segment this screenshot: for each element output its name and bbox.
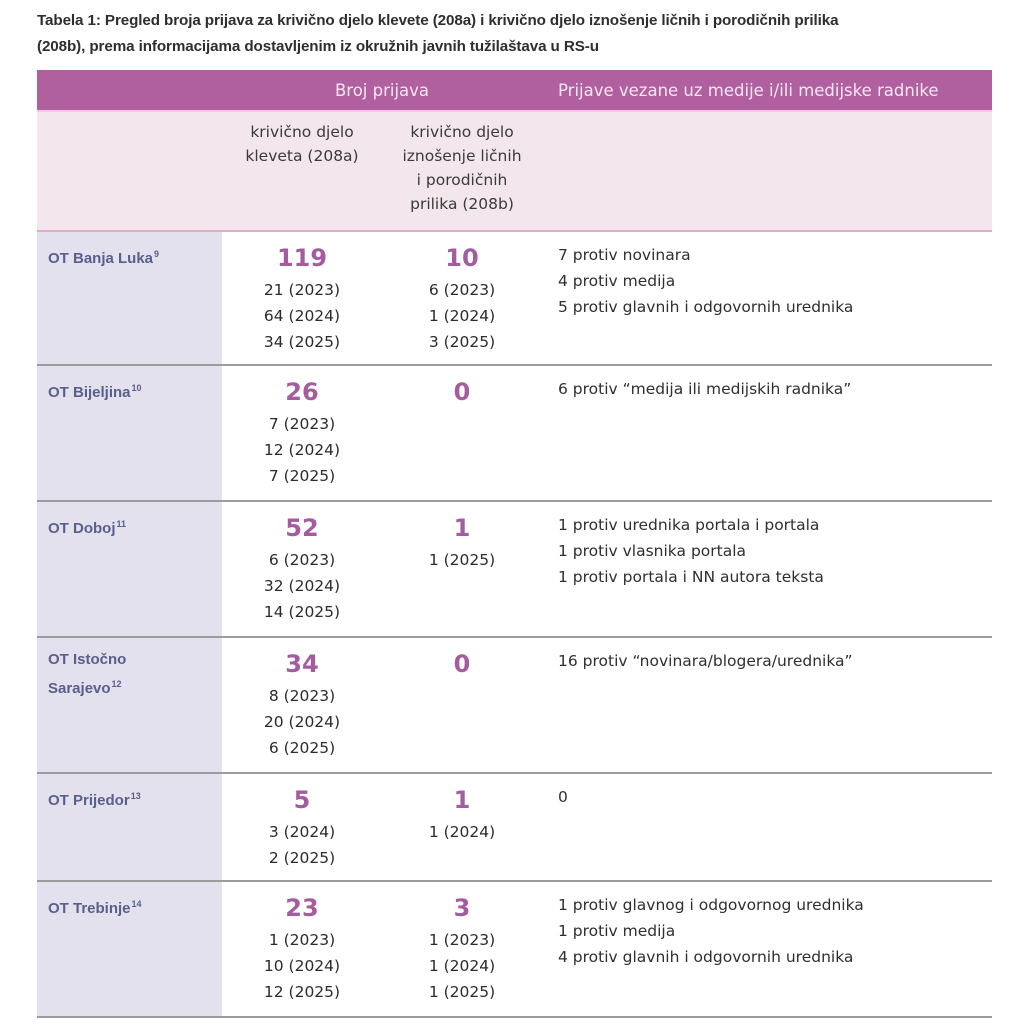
cell-208b: [382, 232, 542, 364]
cell-media: [542, 502, 992, 636]
table-row: [37, 232, 992, 366]
cell-208b: [382, 774, 542, 880]
total-count: 1: [453, 786, 471, 814]
header-broj-prijava: Broj prijava: [334, 80, 430, 100]
year-count: 1 (2023): [268, 931, 336, 949]
year-count: 12 (2024): [263, 441, 341, 459]
media-item: 16 protiv “novinara/blogera/urednika”: [558, 652, 853, 670]
year-count: 14 (2025): [263, 603, 341, 621]
media-item: 4 protiv glavnih i odgovornih urednika: [558, 948, 854, 966]
cell-208b: [382, 638, 542, 772]
row-office-name: OT Istočno Sarajevo$^{12}$: [37, 638, 222, 772]
year-count: 1 (2025): [428, 551, 496, 569]
year-count: 1 (2023): [428, 931, 496, 949]
footnote-ref[interactable]: 14: [131, 899, 142, 909]
year-count: 1 (2025): [428, 983, 496, 1001]
year-count: 20 (2024): [263, 713, 341, 731]
cell-208b: [382, 502, 542, 636]
total-count: 119: [276, 244, 328, 272]
cell-208b: [382, 882, 542, 1016]
row-office-name: OT Banja Luka$^9$: [37, 232, 222, 364]
table-row: [37, 882, 992, 1018]
row-office-name: OT Bijeljina$^{10}$: [37, 366, 222, 500]
cell-208a: [222, 502, 382, 636]
footnote-ref[interactable]: 11: [116, 519, 127, 529]
caption-line-1: Tabela 1: Pregled broja prijava za krivično djelo klevete (208a) i krivično djelo iznošenje ličnih i porodičnih prilika: [37, 12, 839, 29]
cell-media: [542, 232, 992, 364]
table-row: [37, 638, 992, 774]
year-count: 6 (2023): [428, 281, 496, 299]
cell-208b: [382, 366, 542, 500]
year-count: 12 (2025): [263, 983, 341, 1001]
total-count: 0: [453, 650, 471, 678]
row-office-name: OT Doboj$^{11}$: [37, 502, 222, 636]
cell-media: [542, 882, 992, 1016]
year-count: 3 (2025): [428, 333, 496, 351]
media-item: 6 protiv “medija ili medijskih radnika”: [558, 380, 852, 398]
total-count: 34: [285, 650, 319, 678]
cell-media: [542, 638, 992, 772]
year-count: 3 (2024): [268, 823, 336, 841]
row-office-name: OT Prijedor$^{13}$: [37, 774, 222, 880]
year-count: 6 (2023): [268, 551, 336, 569]
cell-media: [542, 366, 992, 500]
year-count: 1 (2024): [428, 307, 496, 325]
media-item: 1 protiv medija: [558, 922, 676, 940]
table-subheader: [37, 112, 992, 232]
table-row: [37, 366, 992, 502]
year-count: 1 (2024): [428, 957, 496, 975]
year-count: 64 (2024): [263, 307, 341, 325]
caption-line-2: (208b), prema informacijama dostavljenim iz okružnih javnih tužilaštava u RS-u: [37, 38, 599, 55]
table-body: [37, 232, 992, 1018]
footnote-ref[interactable]: 13: [130, 791, 141, 801]
cell-208a: [222, 882, 382, 1016]
total-count: 26: [285, 378, 319, 406]
cell-208a: [222, 232, 382, 364]
year-count: 6 (2025): [268, 739, 336, 757]
total-count: 52: [285, 514, 319, 542]
cell-media: [542, 774, 992, 880]
cell-208a: [222, 366, 382, 500]
row-office-name: OT Trebinje$^{14}$: [37, 882, 222, 1016]
media-item: 1 protiv urednika portala i portala: [558, 516, 820, 534]
prijave-table: [37, 70, 992, 1018]
total-count: 10: [445, 244, 479, 272]
media-item: 4 protiv medija: [558, 272, 676, 290]
media-item: 7 protiv novinara: [558, 246, 691, 264]
footnote-ref[interactable]: 12: [111, 679, 122, 689]
year-count: 8 (2023): [268, 687, 336, 705]
table-header: [37, 70, 992, 112]
total-count: 1: [453, 514, 471, 542]
table-row: [37, 502, 992, 638]
year-count: 7 (2023): [268, 415, 336, 433]
header-media: Prijave vezane uz medije i/ili medijske radnike: [558, 80, 939, 100]
year-count: 7 (2025): [268, 467, 336, 485]
year-count: 2 (2025): [268, 849, 336, 867]
year-count: 34 (2025): [263, 333, 341, 351]
media-item: 5 protiv glavnih i odgovornih urednika: [558, 298, 854, 316]
subheader-208b: krivično djelo iznošenje ličnih i porodičnih prilika (208b): [402, 123, 522, 213]
total-count: 3: [453, 894, 471, 922]
table-row: [37, 774, 992, 882]
year-count: 10 (2024): [263, 957, 341, 975]
total-count: 0: [453, 378, 471, 406]
total-count: 23: [285, 894, 319, 922]
year-count: 32 (2024): [263, 577, 341, 595]
media-item: 0: [558, 788, 568, 806]
year-count: 21 (2023): [263, 281, 341, 299]
total-count: 5: [293, 786, 311, 814]
cell-208a: [222, 638, 382, 772]
media-item: 1 protiv glavnog i odgovornog urednika: [558, 896, 864, 914]
subheader-208a: krivično djelo kleveta (208a): [245, 123, 359, 165]
footnote-ref[interactable]: 9: [154, 249, 160, 259]
year-count: 1 (2024): [428, 823, 496, 841]
media-item: 1 protiv vlasnika portala: [558, 542, 747, 560]
media-item: 1 protiv portala i NN autora teksta: [558, 568, 824, 586]
cell-208a: [222, 774, 382, 880]
table-caption: [37, 8, 997, 60]
footnote-ref[interactable]: 10: [131, 383, 142, 393]
